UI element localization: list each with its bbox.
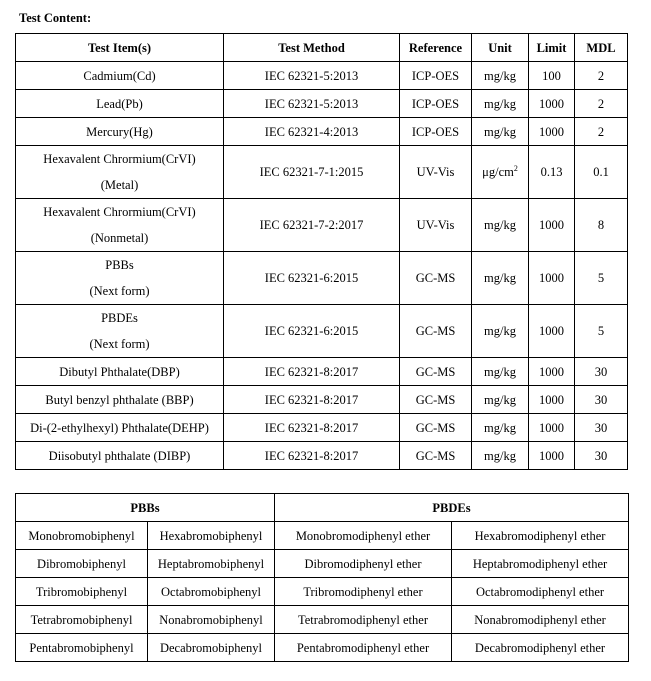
reference: ICP-OES — [400, 90, 472, 118]
header-mdl: MDL — [575, 34, 628, 62]
pbde-compound: Pentabromodiphenyl ether — [275, 634, 452, 662]
pbb-compound: Nonabromobiphenyl — [148, 606, 275, 634]
test-item — [16, 252, 224, 305]
pbb-compound: Pentabromobiphenyl — [16, 634, 148, 662]
table-row — [16, 522, 629, 550]
unit: mg/kg — [472, 442, 529, 470]
pbde-compound: Hexabromodiphenyl ether — [452, 522, 629, 550]
pbb-compound: Monobromobiphenyl — [16, 522, 148, 550]
test-item-line: Hexavalent Chrormium(CrVI) — [43, 152, 196, 166]
table-row — [16, 606, 629, 634]
test-method: IEC 62321-6:2015 — [224, 305, 400, 358]
mdl: 30 — [575, 414, 628, 442]
table-row — [16, 442, 628, 470]
test-item-line: (Next form) — [89, 337, 150, 351]
pbde-compound: Decabromodiphenyl ether — [452, 634, 629, 662]
reference: GC-MS — [400, 414, 472, 442]
reference: ICP-OES — [400, 118, 472, 146]
test-method: IEC 62321-6:2015 — [224, 252, 400, 305]
header-unit: Unit — [472, 34, 529, 62]
limit: 1000 — [529, 414, 575, 442]
limit: 1000 — [529, 358, 575, 386]
test-item-line: (Nonmetal) — [90, 231, 149, 245]
header-pbdes: PBDEs — [275, 494, 629, 522]
mdl: 30 — [575, 358, 628, 386]
pbde-compound: Monobromodiphenyl ether — [275, 522, 452, 550]
table-header-row — [16, 494, 629, 522]
reference: GC-MS — [400, 252, 472, 305]
table-row — [16, 305, 628, 358]
section-title: Test Content: — [19, 11, 92, 25]
test-method: IEC 62321-8:2017 — [224, 414, 400, 442]
unit: mg/kg — [472, 305, 529, 358]
test-method: IEC 62321-7-2:2017 — [224, 199, 400, 252]
test-method: IEC 62321-4:2013 — [224, 118, 400, 146]
mdl: 0.1 — [575, 146, 628, 199]
header-test-method: Test Method — [224, 34, 400, 62]
test-method: IEC 62321-8:2017 — [224, 442, 400, 470]
mdl: 30 — [575, 386, 628, 414]
mdl: 30 — [575, 442, 628, 470]
unit: mg/kg — [472, 62, 529, 90]
table-row — [16, 146, 628, 199]
pbde-compound: Nonabromodiphenyl ether — [452, 606, 629, 634]
test-item: Dibutyl Phthalate(DBP) — [16, 358, 224, 386]
test-item: Mercury(Hg) — [16, 118, 224, 146]
pbb-compound: Hexabromobiphenyl — [148, 522, 275, 550]
table-row — [16, 252, 628, 305]
table-row — [16, 634, 629, 662]
pbb-compound: Tribromobiphenyl — [16, 578, 148, 606]
limit: 1000 — [529, 252, 575, 305]
test-item: Diisobutyl phthalate (DIBP) — [16, 442, 224, 470]
pbb-compound: Dibromobiphenyl — [16, 550, 148, 578]
mdl: 8 — [575, 199, 628, 252]
header-limit: Limit — [529, 34, 575, 62]
test-item: Butyl benzyl phthalate (BBP) — [16, 386, 224, 414]
unit: mg/kg — [472, 90, 529, 118]
limit: 1000 — [529, 90, 575, 118]
pbb-compound: Heptabromobiphenyl — [148, 550, 275, 578]
limit: 1000 — [529, 442, 575, 470]
header-reference: Reference — [400, 34, 472, 62]
unit: mg/kg — [472, 118, 529, 146]
limit: 1000 — [529, 118, 575, 146]
table-header-row — [16, 34, 628, 62]
pbde-compound: Octabromodiphenyl ether — [452, 578, 629, 606]
header-test-item: Test Item(s) — [16, 34, 224, 62]
unit: mg/kg — [472, 414, 529, 442]
pbde-compound: Dibromodiphenyl ether — [275, 550, 452, 578]
pbde-compound: Tetrabromodiphenyl ether — [275, 606, 452, 634]
test-method: IEC 62321-5:2013 — [224, 62, 400, 90]
mdl: 2 — [575, 90, 628, 118]
header-pbbs: PBBs — [16, 494, 275, 522]
reference: UV-Vis — [400, 199, 472, 252]
unit: mg/kg — [472, 358, 529, 386]
unit-superscript: 2 — [513, 163, 518, 173]
test-item-line: (Metal) — [100, 178, 139, 192]
test-item — [16, 199, 224, 252]
table-row — [16, 90, 628, 118]
test-method: IEC 62321-8:2017 — [224, 386, 400, 414]
test-item: Cadmium(Cd) — [16, 62, 224, 90]
test-content-table — [15, 33, 628, 470]
pbb-compound: Octabromobiphenyl — [148, 578, 275, 606]
table-row — [16, 118, 628, 146]
mdl: 2 — [575, 62, 628, 90]
table-row — [16, 358, 628, 386]
unit-base: μg/cm — [482, 165, 514, 179]
reference: GC-MS — [400, 358, 472, 386]
test-item-line: (Next form) — [89, 284, 150, 298]
test-method: IEC 62321-7-1:2015 — [224, 146, 400, 199]
pbb-compound: Decabromobiphenyl — [148, 634, 275, 662]
unit: mg/kg — [472, 199, 529, 252]
reference: GC-MS — [400, 305, 472, 358]
test-item — [16, 146, 224, 199]
pbde-compound: Tribromodiphenyl ether — [275, 578, 452, 606]
mdl: 5 — [575, 305, 628, 358]
limit: 100 — [529, 62, 575, 90]
pbde-compound: Heptabromodiphenyl ether — [452, 550, 629, 578]
table-row — [16, 386, 628, 414]
test-item: Di-(2-ethylhexyl) Phthalate(DEHP) — [16, 414, 224, 442]
mdl: 5 — [575, 252, 628, 305]
unit: mg/kg — [472, 386, 529, 414]
mdl: 2 — [575, 118, 628, 146]
test-item: Lead(Pb) — [16, 90, 224, 118]
test-item-line: PBBs — [105, 258, 134, 272]
reference: ICP-OES — [400, 62, 472, 90]
pbb-compound: Tetrabromobiphenyl — [16, 606, 148, 634]
table-row — [16, 414, 628, 442]
brominated-compounds-table — [15, 493, 629, 662]
test-item-line: PBDEs — [101, 311, 138, 325]
table-row — [16, 62, 628, 90]
table-row — [16, 578, 629, 606]
limit: 1000 — [529, 199, 575, 252]
limit: 1000 — [529, 305, 575, 358]
reference: UV-Vis — [400, 146, 472, 199]
table-row — [16, 199, 628, 252]
unit: mg/kg — [472, 252, 529, 305]
reference: GC-MS — [400, 442, 472, 470]
test-item — [16, 305, 224, 358]
limit: 0.13 — [529, 146, 575, 199]
unit — [472, 146, 529, 199]
test-item-line: Hexavalent Chrormium(CrVI) — [43, 205, 196, 219]
table-row — [16, 550, 629, 578]
test-method: IEC 62321-8:2017 — [224, 358, 400, 386]
limit: 1000 — [529, 386, 575, 414]
test-method: IEC 62321-5:2013 — [224, 90, 400, 118]
reference: GC-MS — [400, 386, 472, 414]
